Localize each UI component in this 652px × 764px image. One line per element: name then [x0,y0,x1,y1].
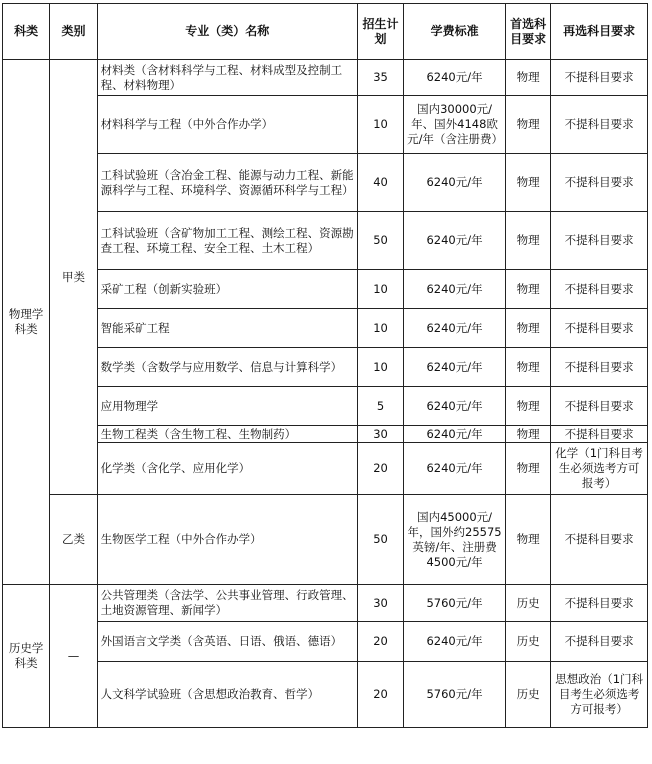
plan-cell: 5 [357,387,403,426]
plan-cell: 10 [357,309,403,348]
fee-cell: 6240元/年 [404,270,506,309]
table-row [3,60,648,96]
major-name-cell: 应用物理学 [97,387,357,426]
table-row [3,622,648,662]
second-subject-cell: 不提科目要求 [551,348,648,387]
first-subject-cell: 物理 [505,212,550,270]
plan-cell: 20 [357,622,403,662]
plan-cell: 20 [357,662,403,728]
header-second-subject: 再选科目要求 [551,4,648,60]
fee-cell: 6240元/年 [404,60,506,96]
major-name-cell: 化学类（含化学、应用化学） [97,443,357,495]
major-name-cell: 生物工程类（含生物工程、生物制药） [97,426,357,443]
major-name-cell: 工科试验班（含矿物加工工程、测绘工程、资源勘查工程、环境工程、安全工程、土木工程） [97,212,357,270]
header-first-subject: 首选科目要求 [505,4,550,60]
admission-table-document [2,3,648,728]
second-subject-cell: 不提科目要求 [551,309,648,348]
first-subject-cell: 历史 [505,622,550,662]
table-row [3,662,648,728]
table-row [3,495,648,585]
table-row [3,443,648,495]
header-plan: 招生计划 [357,4,403,60]
first-subject-cell: 历史 [505,662,550,728]
second-subject-cell: 不提科目要求 [551,622,648,662]
fee-cell: 5760元/年 [404,585,506,622]
plan-cell: 50 [357,495,403,585]
table-row [3,212,648,270]
plan-cell: 10 [357,96,403,154]
plan-cell: 30 [357,426,403,443]
fee-cell: 6240元/年 [404,348,506,387]
first-subject-cell: 物理 [505,495,550,585]
type-cell: 甲类 [50,60,97,495]
category-cell: 历史学科类 [3,585,50,728]
table-row [3,348,648,387]
first-subject-cell: 物理 [505,154,550,212]
major-name-cell: 工科试验班（含冶金工程、能源与动力工程、新能源科学与工程、环境科学、资源循环科学与工程） [97,154,357,212]
plan-cell: 50 [357,212,403,270]
plan-cell: 40 [357,154,403,212]
category-cell: 物理学科类 [3,60,50,585]
fee-cell: 6240元/年 [404,309,506,348]
table-row [3,426,648,443]
second-subject-cell: 化学（1门科目考生必须选考方可报考） [551,443,648,495]
header-major-name: 专业（类）名称 [97,4,357,60]
table-body [3,60,648,728]
first-subject-cell: 物理 [505,60,550,96]
first-subject-cell: 物理 [505,309,550,348]
second-subject-cell: 不提科目要求 [551,585,648,622]
header-category: 科类 [3,4,50,60]
major-name-cell: 智能采矿工程 [97,309,357,348]
table-row [3,387,648,426]
header-type: 类别 [50,4,97,60]
first-subject-cell: 历史 [505,585,550,622]
first-subject-cell: 物理 [505,270,550,309]
table-row [3,585,648,622]
plan-cell: 10 [357,348,403,387]
major-name-cell: 外国语言文学类（含英语、日语、俄语、德语） [97,622,357,662]
fee-cell: 6240元/年 [404,622,506,662]
second-subject-cell: 不提科目要求 [551,495,648,585]
fee-cell: 国内30000元/年、国外4148欧元/年（含注册费） [404,96,506,154]
type-cell: — [50,585,97,728]
table-row [3,309,648,348]
second-subject-cell: 不提科目要求 [551,270,648,309]
second-subject-cell: 不提科目要求 [551,60,648,96]
plan-cell: 10 [357,270,403,309]
table-row [3,96,648,154]
admission-plan-table [2,3,648,728]
plan-cell: 30 [357,585,403,622]
plan-cell: 35 [357,60,403,96]
header-fee: 学费标准 [404,4,506,60]
table-header-row [3,4,648,60]
type-cell: 乙类 [50,495,97,585]
fee-cell: 5760元/年 [404,662,506,728]
fee-cell: 6240元/年 [404,212,506,270]
second-subject-cell: 不提科目要求 [551,426,648,443]
second-subject-cell: 思想政治（1门科目考生必须选考方可报考） [551,662,648,728]
major-name-cell: 采矿工程（创新实验班） [97,270,357,309]
second-subject-cell: 不提科目要求 [551,212,648,270]
table-row [3,154,648,212]
major-name-cell: 材料类（含材料科学与工程、材料成型及控制工程、材料物理） [97,60,357,96]
fee-cell: 6240元/年 [404,426,506,443]
fee-cell: 6240元/年 [404,387,506,426]
second-subject-cell: 不提科目要求 [551,387,648,426]
fee-cell: 6240元/年 [404,443,506,495]
fee-cell: 国内45000元/年，国外约25575英镑/年、注册费4500元/年 [404,495,506,585]
plan-cell: 20 [357,443,403,495]
major-name-cell: 人文科学试验班（含思想政治教育、哲学） [97,662,357,728]
second-subject-cell: 不提科目要求 [551,154,648,212]
first-subject-cell: 物理 [505,348,550,387]
first-subject-cell: 物理 [505,443,550,495]
first-subject-cell: 物理 [505,96,550,154]
major-name-cell: 生物医学工程（中外合作办学） [97,495,357,585]
major-name-cell: 数学类（含数学与应用数学、信息与计算科学） [97,348,357,387]
second-subject-cell: 不提科目要求 [551,96,648,154]
first-subject-cell: 物理 [505,426,550,443]
table-row [3,270,648,309]
fee-cell: 6240元/年 [404,154,506,212]
major-name-cell: 公共管理类（含法学、公共事业管理、行政管理、土地资源管理、新闻学） [97,585,357,622]
first-subject-cell: 物理 [505,387,550,426]
major-name-cell: 材料科学与工程（中外合作办学） [97,96,357,154]
